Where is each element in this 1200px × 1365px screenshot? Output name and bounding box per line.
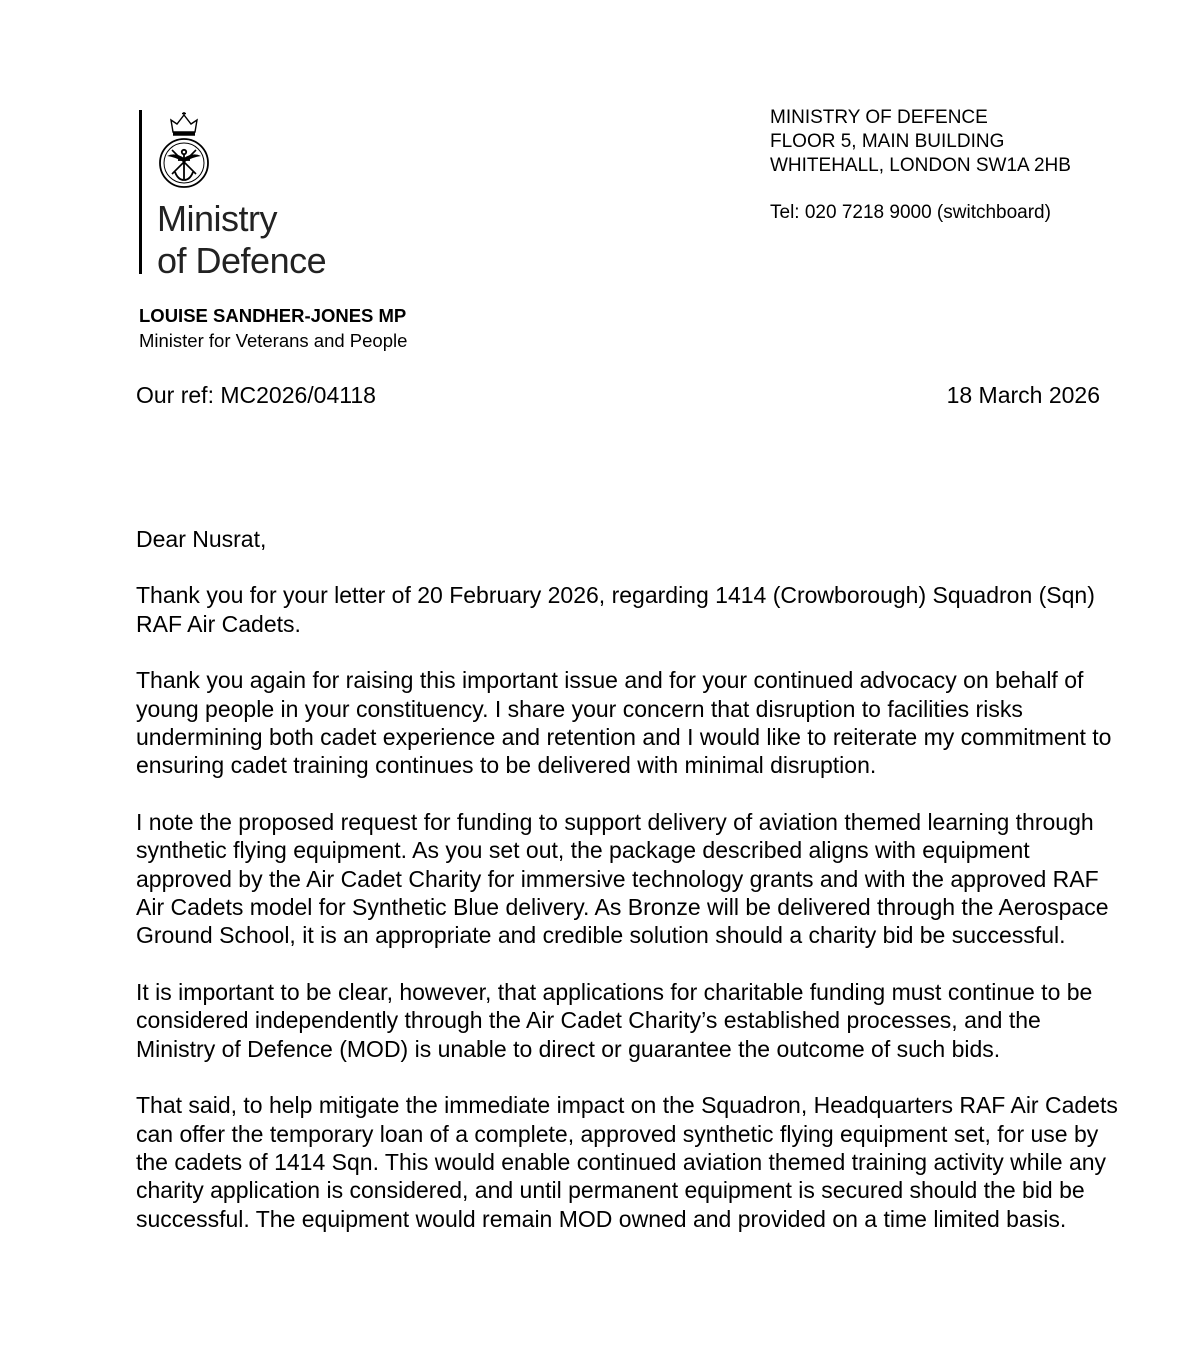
logo-line-2: of Defence xyxy=(157,240,327,281)
paragraph-4: It is important to be clear, however, that applications for charitable funding must continue to be considered independently through the Air Cadet Charity’s established processes, and the Ministry of Defence (MOD) is unable to direct or guarantee the outcome of such bids. xyxy=(136,978,1093,1062)
address-telephone: Tel: 020 7218 9000 (switchboard) xyxy=(770,202,1051,223)
minister-block xyxy=(139,303,407,353)
reference-number: Our ref: MC2026/04118 xyxy=(136,382,376,408)
mod-crest-icon xyxy=(153,110,215,190)
letter-body xyxy=(136,525,1126,1261)
letter-date: 18 March 2026 xyxy=(946,382,1100,408)
salutation: Dear Nusrat, xyxy=(136,526,267,552)
logo-line-1: Ministry xyxy=(157,198,277,239)
address-line-3: WHITEHALL, LONDON SW1A 2HB xyxy=(770,155,1071,176)
address-line-1: MINISTRY OF DEFENCE xyxy=(770,107,988,128)
paragraph-1: Thank you for your letter of 20 February 2026, regarding 1414 (Crowborough) Squadron (Sqn) RAF Air Cadets. xyxy=(136,582,1095,637)
sender-address xyxy=(770,106,1071,225)
paragraph-2: Thank you again for raising this important issue and for your continued advocacy on behalf of young people in your constituency. I share your concern that disruption to facilities risks undermining both cadet experience and retention and I would like to reiterate my commitment to ensuring cadet training continues to be delivered with minimal disruption. xyxy=(136,667,1112,779)
logo-wordmark xyxy=(157,198,326,282)
minister-name: LOUISE SANDHER-JONES MP xyxy=(139,305,407,326)
paragraph-3: I note the proposed request for funding to support delivery of aviation themed learning through synthetic flying equipment. As you set out, the package described aligns with equipment approved by the Air Cadet Charity for immersive technology grants and with the approved RAF Air Cadets model for Synthetic Blue delivery. As Bronze will be delivered through the Aerospace Ground School, it is an appropriate and credible solution should a charity bid be successful. xyxy=(136,808,1109,949)
address-line-2: FLOOR 5, MAIN BUILDING xyxy=(770,131,1005,152)
paragraph-5: That said, to help mitigate the immediate impact on the Squadron, Headquarters RAF Air Cadets can offer the temporary loan of a complete, approved synthetic flying equipment set, for use by the cadets of 1414 Sqn. This would enable continued aviation themed training activity while any charity application is considered, and until permanent equipment is secured should the bid be successful. The equipment would remain MOD owned and provided on a time limited basis. xyxy=(136,1092,1118,1232)
logo-divider xyxy=(139,110,142,274)
mod-logo xyxy=(139,110,359,281)
minister-title: Minister for Veterans and People xyxy=(139,330,408,351)
